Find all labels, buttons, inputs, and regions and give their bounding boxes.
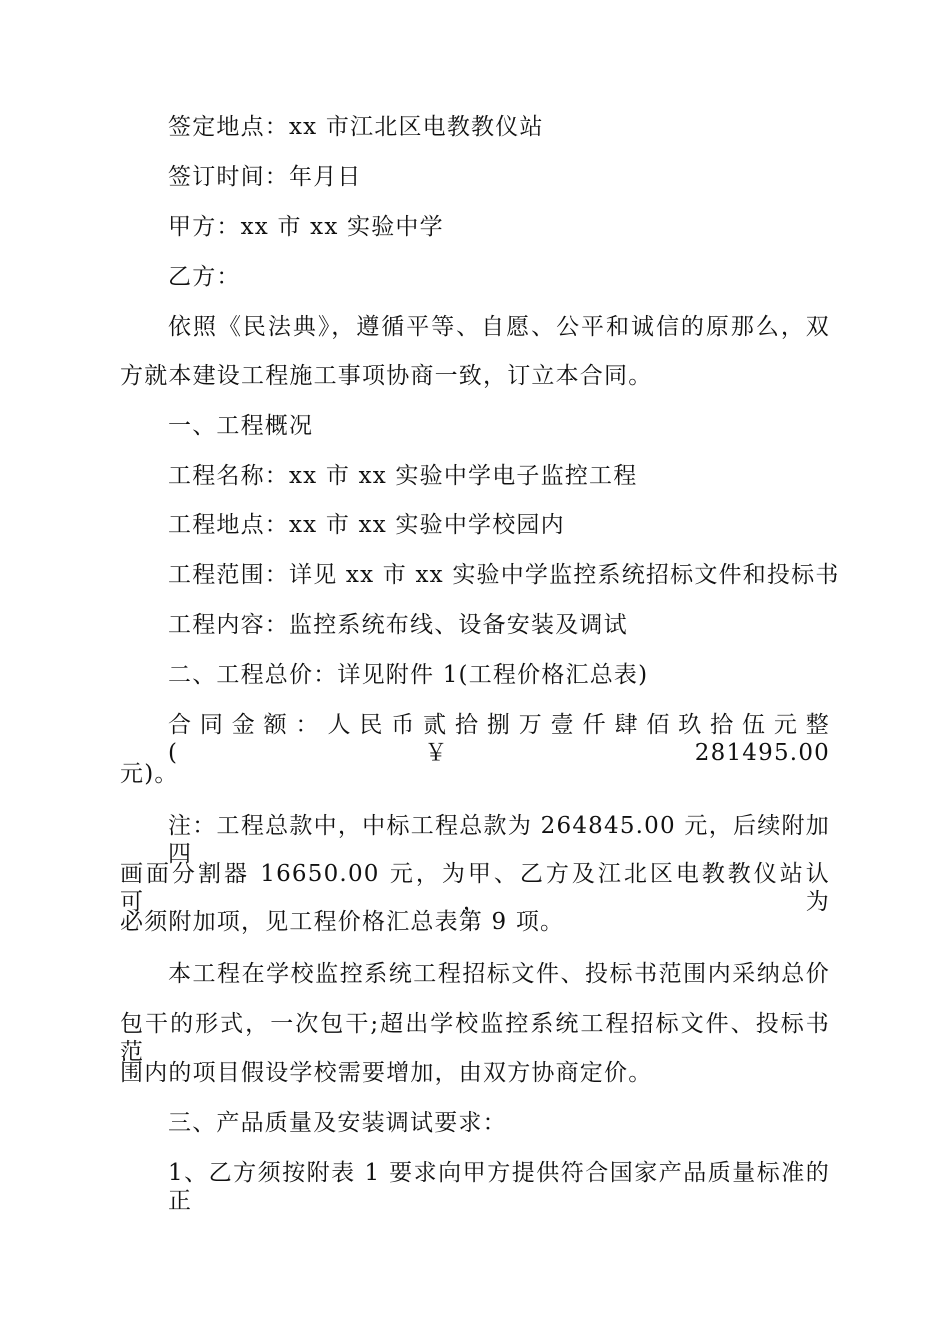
lump-sum-line-3: 围内的项目假设学校需要增加，由双方协商定价。 — [120, 1060, 653, 1086]
project-name-line: 工程名称：xx 市 xx 实验中学电子监控工程 — [168, 463, 638, 489]
party-a-line: 甲方：xx 市 xx 实验中学 — [168, 214, 444, 240]
contract-amount-line-1: 合同金额：人民币贰拾捌万壹仟肆佰玖拾伍元整(￥281495.00 — [168, 712, 830, 766]
quality-item-1-line: 1、乙方须按附表 1 要求向甲方提供符合国家产品质量标准的正 — [168, 1160, 830, 1214]
signing-time-line: 签订时间：年月日 — [168, 164, 362, 190]
contract-amount-line-2: 元)。 — [120, 761, 179, 787]
party-b-line: 乙方： — [168, 264, 241, 290]
note-line-1: 注：工程总款中，中标工程总款为 264845.00 元，后续附加四 — [168, 813, 830, 867]
project-location-line: 工程地点：xx 市 xx 实验中学校园内 — [168, 512, 565, 538]
section-3-heading: 三、产品质量及安装调试要求： — [168, 1110, 507, 1136]
section-2-heading: 二、工程总价：详见附件 1(工程价格汇总表) — [168, 662, 649, 688]
project-scope-line: 工程范围：详见 xx 市 xx 实验中学监控系统招标文件和投标书 — [168, 562, 840, 588]
note-line-3: 必须附加项，见工程价格汇总表第 9 项。 — [120, 909, 565, 935]
signing-place-line: 签定地点：xx 市江北区电教教仪站 — [168, 114, 544, 140]
section-1-heading: 一、工程概况 — [168, 413, 314, 439]
project-content-line: 工程内容：监控系统布线、设备安装及调试 — [168, 612, 628, 638]
preamble-line-1: 依照《民法典》，遵循平等、自愿、公平和诚信的原那么，双 — [168, 314, 830, 340]
note-line-2: 画面分割器 16650.00 元，为甲、乙方及江北区电教教仪站认可，为 — [120, 861, 830, 915]
lump-sum-line-2: 包干的形式，一次包干;超出学校监控系统工程招标文件、投标书范 — [120, 1011, 830, 1065]
preamble-line-2: 方就本建设工程施工事项协商一致，订立本合同。 — [120, 363, 653, 389]
lump-sum-line-1: 本工程在学校监控系统工程招标文件、投标书范围内采纳总价 — [168, 961, 830, 987]
